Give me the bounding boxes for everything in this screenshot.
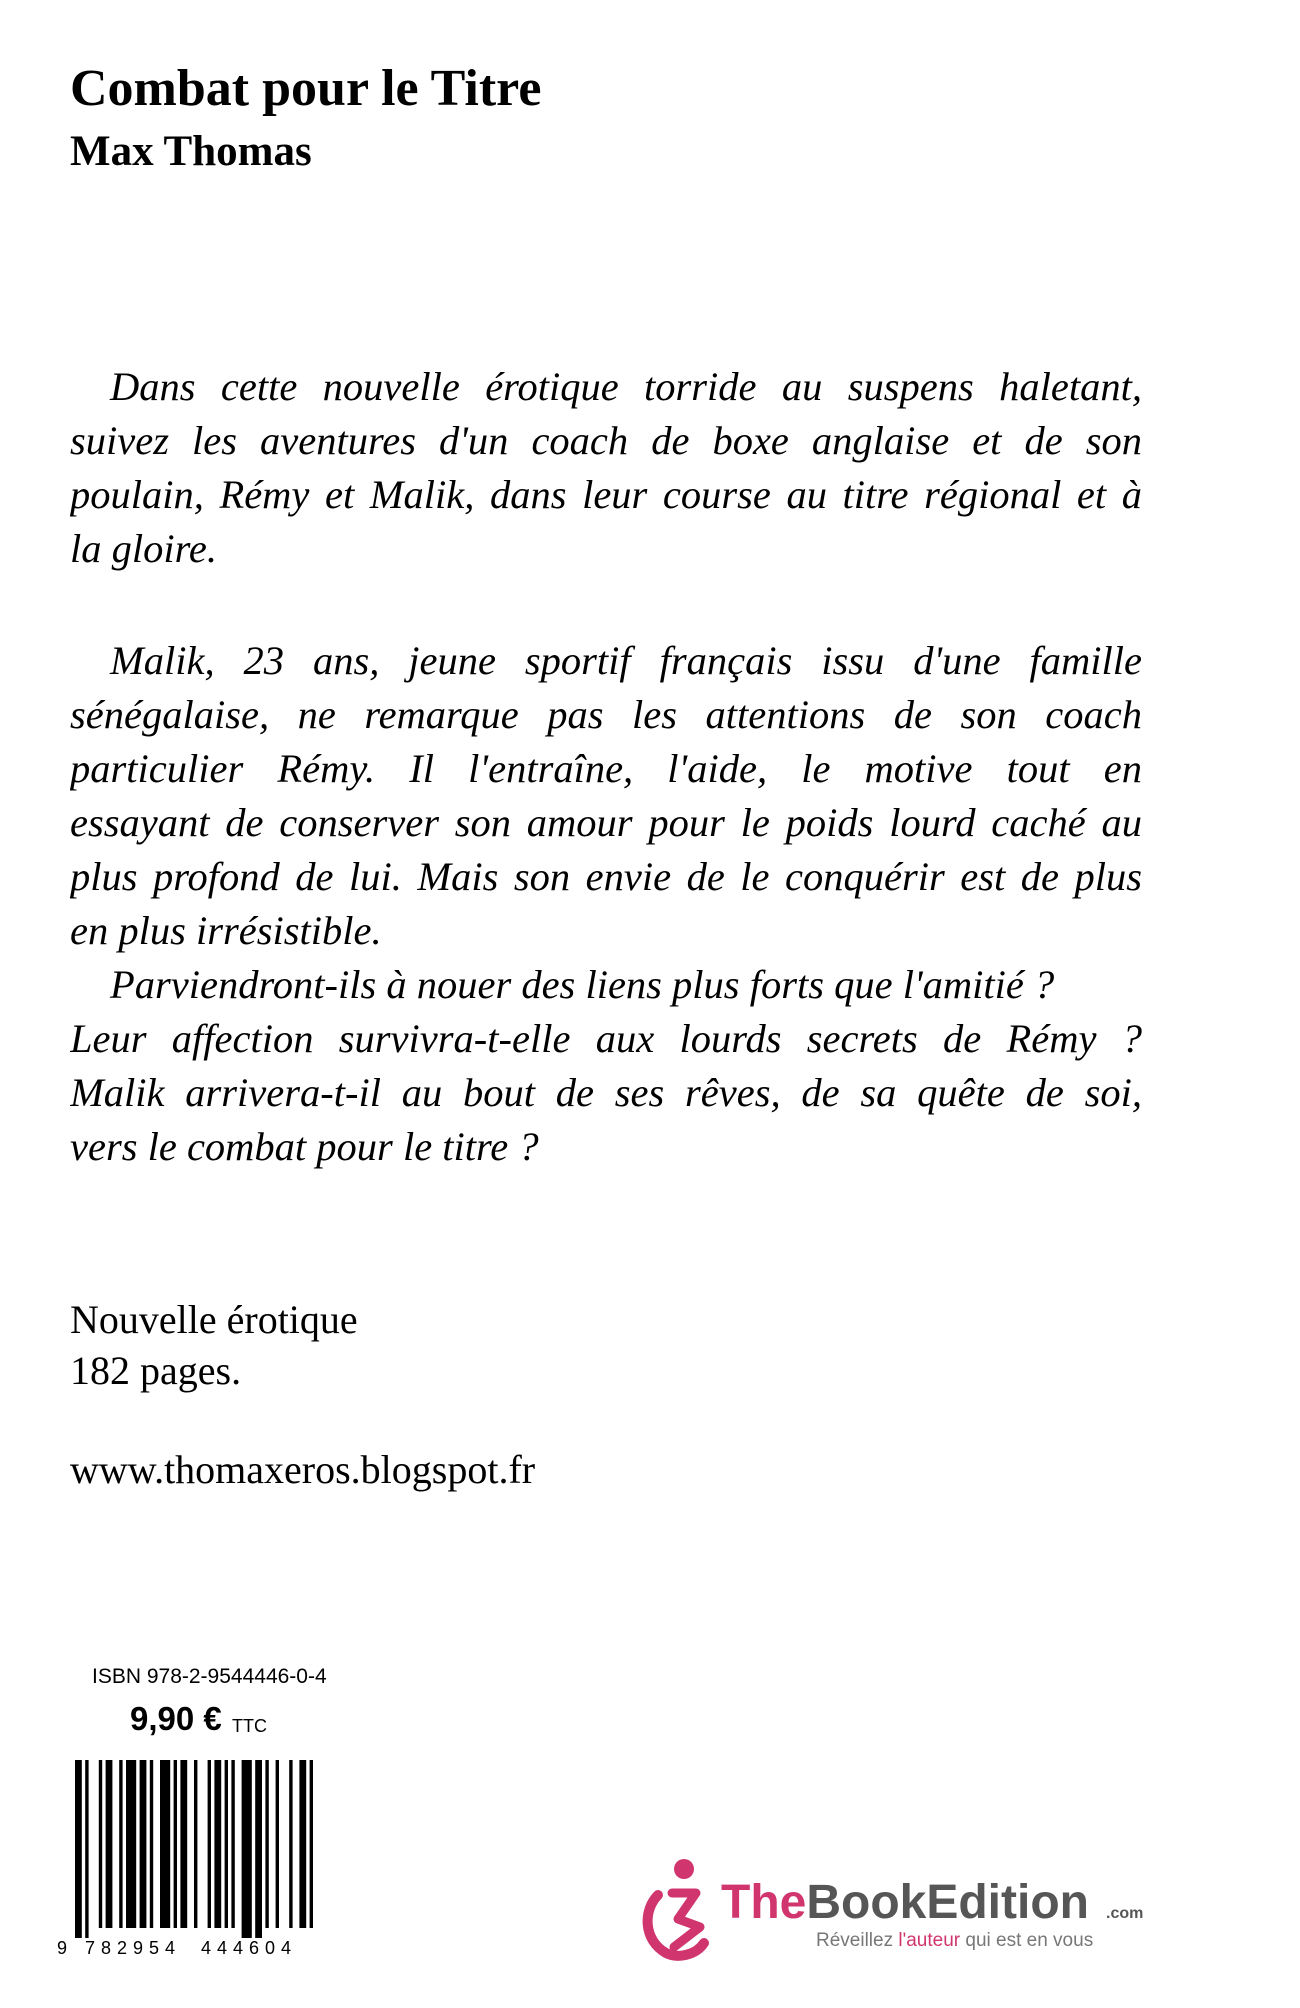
book-author: Max Thomas: [70, 128, 312, 175]
barcode-bar: [150, 1760, 153, 1928]
barcode-bar: [310, 1760, 313, 1928]
barcode-bar: [99, 1760, 102, 1928]
barcode-bar: [106, 1760, 113, 1928]
blurb-line: plus profond de lui. Mais son envie de le conquérir est de plus: [70, 854, 1142, 899]
page-count: 182 pages.: [70, 1348, 242, 1393]
blurb-line: particulier Rémy. Il l'entraîne, l'aide, le motive tout en: [70, 746, 1142, 791]
blurb-line: Parviendront-ils à nouer des liens plus forts que l'amitié ?: [110, 962, 1055, 1007]
barcode-right-digits: 444604: [201, 1938, 298, 1958]
publisher-name-the: The: [721, 1876, 807, 1929]
blurb-line: en plus irrésistible.: [70, 908, 382, 953]
publisher-name: [721, 1875, 1089, 1930]
blurb-line: vers le combat pour le titre ?: [70, 1124, 539, 1169]
genre-label: Nouvelle érotique: [70, 1297, 358, 1342]
person-book-icon: [638, 1855, 718, 1965]
barcode-bar: [255, 1760, 262, 1938]
blurb-line: Dans cette nouvelle érotique torride au suspens haletant,: [110, 364, 1142, 409]
isbn-label: ISBN 978-2-9544446-0-4: [92, 1665, 327, 1688]
barcode-bar: [231, 1760, 234, 1928]
barcode-bar: [276, 1760, 279, 1928]
blurb-paragraph-2: [70, 634, 1142, 1174]
tagline-pre: Réveillez: [816, 1930, 899, 1951]
barcode: [55, 1760, 315, 1960]
book-title: Combat pour le Titre: [70, 60, 542, 117]
author-website: www.thomaxeros.blogspot.fr: [70, 1447, 536, 1492]
publisher-logo: [628, 1855, 1168, 1965]
barcode-bar: [225, 1760, 228, 1928]
blurb-line: Leur affection survivra-t-elle aux lourds secrets de Rémy ?: [70, 1016, 1142, 1061]
barcode-bar: [85, 1760, 88, 1938]
barcode-bars: [75, 1760, 313, 1938]
blurb-line: essayant de conserver son amour pour le poids lourd caché au: [70, 800, 1142, 845]
barcode-bar: [126, 1760, 136, 1928]
barcode-bar: [208, 1760, 211, 1928]
barcode-bar: [180, 1760, 187, 1928]
blurb-line: poulain, Rémy et Malik, dans leur course au titre régional et à: [70, 472, 1142, 517]
barcode-left-digits: 782954: [85, 1938, 182, 1958]
barcode-bar: [174, 1760, 177, 1928]
barcode-bar: [140, 1760, 147, 1928]
publisher-tagline: [816, 1930, 1093, 1952]
barcode-bar: [119, 1760, 122, 1928]
barcode-bar: [194, 1760, 197, 1928]
barcode-bar: [160, 1760, 170, 1928]
blurb-line: la gloire.: [70, 526, 217, 571]
blurb-line: Malik arrivera-t-il au bout de ses rêves, de sa quête de soi,: [70, 1070, 1142, 1115]
price-suffix: TTC: [232, 1716, 267, 1736]
blurb-paragraph-1: [70, 360, 1142, 576]
barcode-graphic: [55, 1760, 315, 1960]
price-label: 9,90 €: [130, 1700, 222, 1737]
blurb-line: suivez les aventures d'un coach de boxe anglaise et de son: [70, 418, 1142, 463]
barcode-bar: [242, 1760, 252, 1938]
barcode-bar: [75, 1760, 82, 1938]
publisher-name-rest: BookEdition: [806, 1876, 1089, 1929]
publisher-domain: .com: [1106, 1905, 1144, 1922]
blurb-line: sénégalaise, ne remarque pas les attentions de son coach: [70, 692, 1142, 737]
barcode-bar: [265, 1760, 268, 1928]
barcode-lead-digit: 9: [57, 1938, 68, 1958]
tagline-highlight: l'auteur: [898, 1930, 961, 1951]
blurb-line: Malik, 23 ans, jeune sportif français issu d'une famille: [110, 638, 1142, 683]
barcode-bar: [214, 1760, 221, 1928]
barcode-bar: [289, 1760, 292, 1928]
tagline-post: qui est en vous: [960, 1930, 1094, 1951]
barcode-bar: [299, 1760, 306, 1928]
